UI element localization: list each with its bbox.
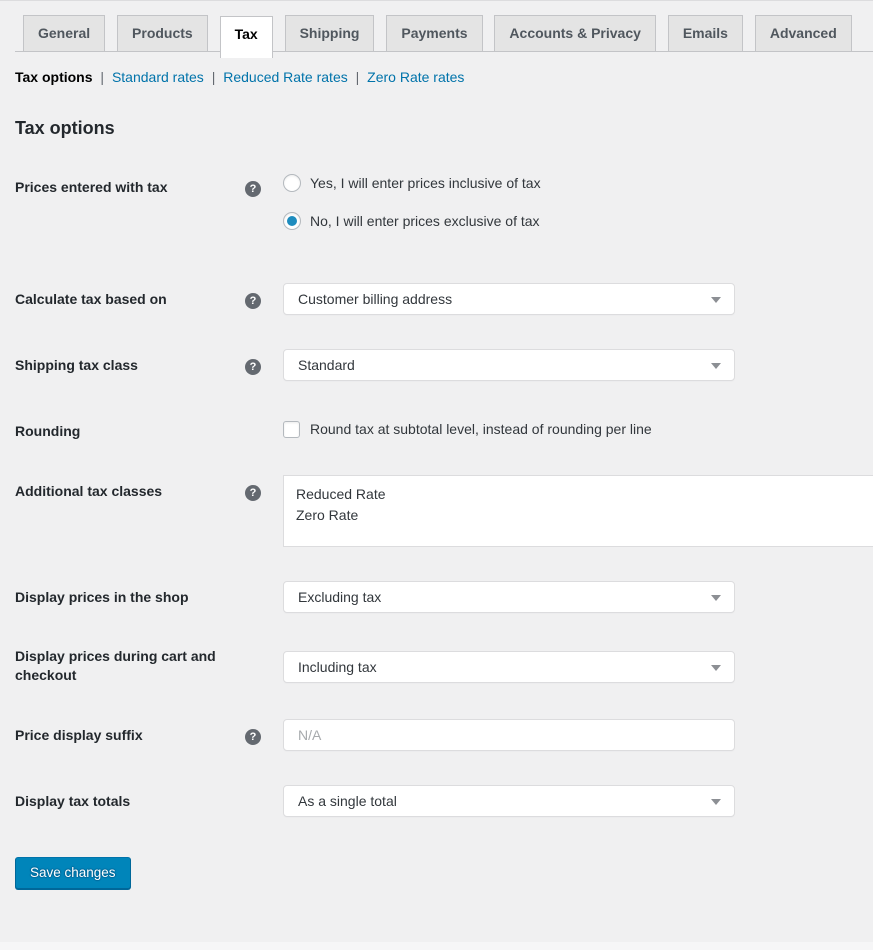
tax-subnav [15, 68, 873, 87]
field-label: Shipping tax class [15, 357, 138, 373]
subnav-item-tax-options [15, 69, 96, 85]
select-value: Standard [298, 357, 355, 373]
select-value: As a single total [298, 793, 397, 809]
radio-label: Yes, I will enter prices inclusive of tax [310, 175, 541, 191]
prices-entered-radio-group [283, 171, 873, 231]
help-icon[interactable]: ? [245, 293, 261, 309]
chevron-down-icon [711, 665, 721, 671]
row-display-prices-during-cart-and-checkout [15, 647, 873, 685]
row-display-prices-in-shop [15, 581, 873, 613]
settings-page [0, 1, 873, 909]
row-rounding [15, 415, 873, 441]
radio-prices-exclusive[interactable] [283, 211, 873, 231]
subnav-separator: | [100, 69, 105, 85]
subnav-item-reduced-rate-rates [223, 69, 351, 85]
help-icon[interactable]: ? [245, 359, 261, 375]
form-actions [15, 857, 873, 909]
subnav-link-zero-rate-rates[interactable]: Zero Rate rates [367, 69, 465, 85]
field-label: Price display suffix [15, 727, 143, 743]
additional-tax-classes-textarea[interactable] [283, 475, 873, 547]
settings-tab-bar [15, 15, 873, 52]
radio-prices-inclusive[interactable] [283, 173, 873, 193]
shipping-tax-class-select[interactable] [283, 349, 735, 381]
checkbox-label: Round tax at subtotal level, instead of rounding per line [310, 421, 652, 437]
row-price-display-suffix [15, 719, 873, 751]
field-label: Display prices during cart and checkout [15, 648, 216, 683]
chevron-down-icon [711, 595, 721, 601]
subnav-link-standard-rates[interactable]: Standard rates [111, 69, 204, 85]
radio-button-checked-icon[interactable] [283, 212, 301, 230]
price-display-suffix-input[interactable] [283, 719, 735, 751]
row-calculate-tax-based-on [15, 283, 873, 315]
subnav-link-reduced-rate-rates[interactable]: Reduced Rate rates [223, 69, 348, 85]
radio-button-icon[interactable] [283, 174, 301, 192]
tab-advanced[interactable]: Advanced [755, 15, 852, 51]
save-changes-button[interactable]: Save changes [15, 857, 131, 889]
help-icon[interactable]: ? [245, 485, 261, 501]
subnav-current-tax-options: Tax options [15, 69, 93, 85]
chevron-down-icon [711, 297, 721, 303]
tab-tax[interactable]: Tax [220, 16, 273, 58]
page-title: Tax options [15, 118, 115, 138]
tab-payments[interactable]: Payments [386, 15, 482, 51]
subnav-item-zero-rate-rates [367, 69, 464, 85]
tab-accounts-privacy[interactable]: Accounts & Privacy [494, 15, 656, 51]
chevron-down-icon [711, 363, 721, 369]
help-icon[interactable]: ? [245, 181, 261, 197]
select-value: Including tax [298, 659, 377, 675]
subnav-separator: | [211, 69, 216, 85]
tab-shipping[interactable]: Shipping [285, 15, 375, 51]
footer-strip [0, 942, 873, 950]
row-display-tax-totals [15, 785, 873, 817]
field-label: Display prices in the shop [15, 589, 189, 605]
field-label: Rounding [15, 423, 81, 439]
chevron-down-icon [711, 799, 721, 805]
display-prices-in-shop-select[interactable] [283, 581, 735, 613]
select-value: Excluding tax [298, 589, 382, 605]
tax-options-form [15, 171, 873, 909]
select-value: Customer billing address [298, 291, 453, 307]
calculate-tax-based-on-select[interactable] [283, 283, 735, 315]
row-shipping-tax-class [15, 349, 873, 381]
tab-general[interactable]: General [23, 15, 105, 51]
tab-products[interactable]: Products [117, 15, 208, 51]
display-prices-during-cart-checkout-select[interactable] [283, 651, 735, 683]
display-tax-totals-select[interactable] [283, 785, 735, 817]
field-label: Additional tax classes [15, 483, 163, 499]
checkbox-icon[interactable] [283, 421, 300, 438]
subnav-item-standard-rates [112, 69, 208, 85]
radio-label: No, I will enter prices exclusive of tax [310, 213, 540, 229]
tab-emails[interactable]: Emails [668, 15, 743, 51]
row-prices-entered-with-tax [15, 171, 873, 249]
help-icon[interactable]: ? [245, 729, 261, 745]
field-label: Calculate tax based on [15, 291, 167, 307]
subnav-separator: | [355, 69, 360, 85]
field-label: Display tax totals [15, 793, 131, 809]
field-label: Prices entered with tax [15, 179, 168, 195]
rounding-checkbox-option[interactable] [283, 415, 873, 439]
row-additional-tax-classes [15, 475, 873, 547]
